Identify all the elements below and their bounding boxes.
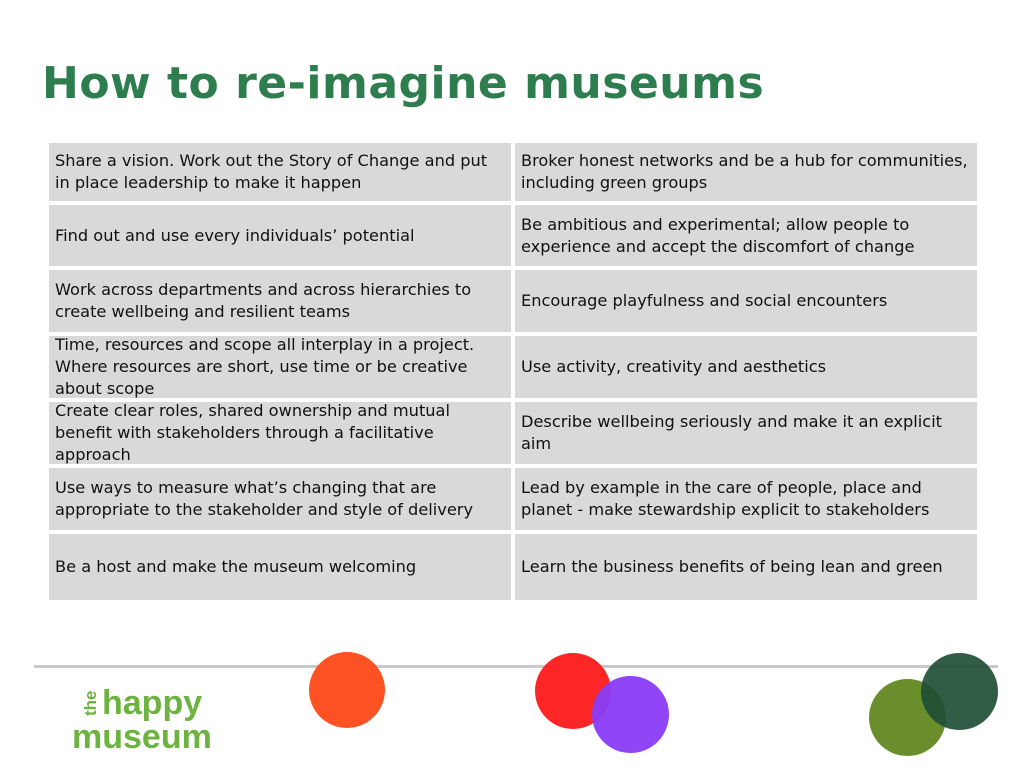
table-cell-left: Create clear roles, shared ownership and mutual benefit with stakeholders through a facilitative approach: [49, 402, 511, 464]
table-cell-right: Use activity, creativity and aesthetics: [515, 336, 977, 398]
table-row: [49, 336, 977, 398]
table-row: [49, 468, 977, 530]
recommendations-table: [49, 143, 977, 604]
table-cell-right: Describe wellbeing seriously and make it an explicit aim: [515, 402, 977, 464]
table-cell-left: Use ways to measure what’s changing that are appropriate to the stakeholder and style of delivery: [49, 468, 511, 530]
decorative-orange-circle: [309, 652, 385, 728]
table-row: [49, 270, 977, 332]
table-cell-right: Be ambitious and experimental; allow people to experience and accept the discomfort of change: [515, 205, 977, 266]
logo-word-the: the: [81, 690, 100, 716]
table-cell-right: Lead by example in the care of people, place and planet - make stewardship explicit to stakeholders: [515, 468, 977, 530]
logo-word-happy: happy: [102, 684, 203, 722]
table-cell-left: Time, resources and scope all interplay in a project. Where resources are short, use time or be creative about scope: [49, 336, 511, 398]
decorative-dark-green-circle: [921, 653, 998, 730]
table-cell-right: Learn the business benefits of being lean and green: [515, 534, 977, 600]
table-cell-right: Broker honest networks and be a hub for communities, including green groups: [515, 143, 977, 201]
table-cell-left: Be a host and make the museum welcoming: [49, 534, 511, 600]
table-row: [49, 402, 977, 464]
logo-word-museum: museum: [72, 718, 212, 752]
decorative-purple-circle: [592, 676, 669, 753]
table-cell-left: Find out and use every individuals’ potential: [49, 205, 511, 266]
table-row: [49, 143, 977, 201]
footer-divider: [34, 665, 998, 668]
table-row: [49, 534, 977, 600]
table-row: [49, 205, 977, 266]
slide-title: How to re-imagine museums: [42, 58, 765, 109]
table-cell-left: Share a vision. Work out the Story of Change and put in place leadership to make it happen: [49, 143, 511, 201]
table-cell-right: Encourage playfulness and social encounters: [515, 270, 977, 332]
table-cell-left: Work across departments and across hierarchies to create wellbeing and resilient teams: [49, 270, 511, 332]
happy-museum-logo: [72, 676, 252, 752]
